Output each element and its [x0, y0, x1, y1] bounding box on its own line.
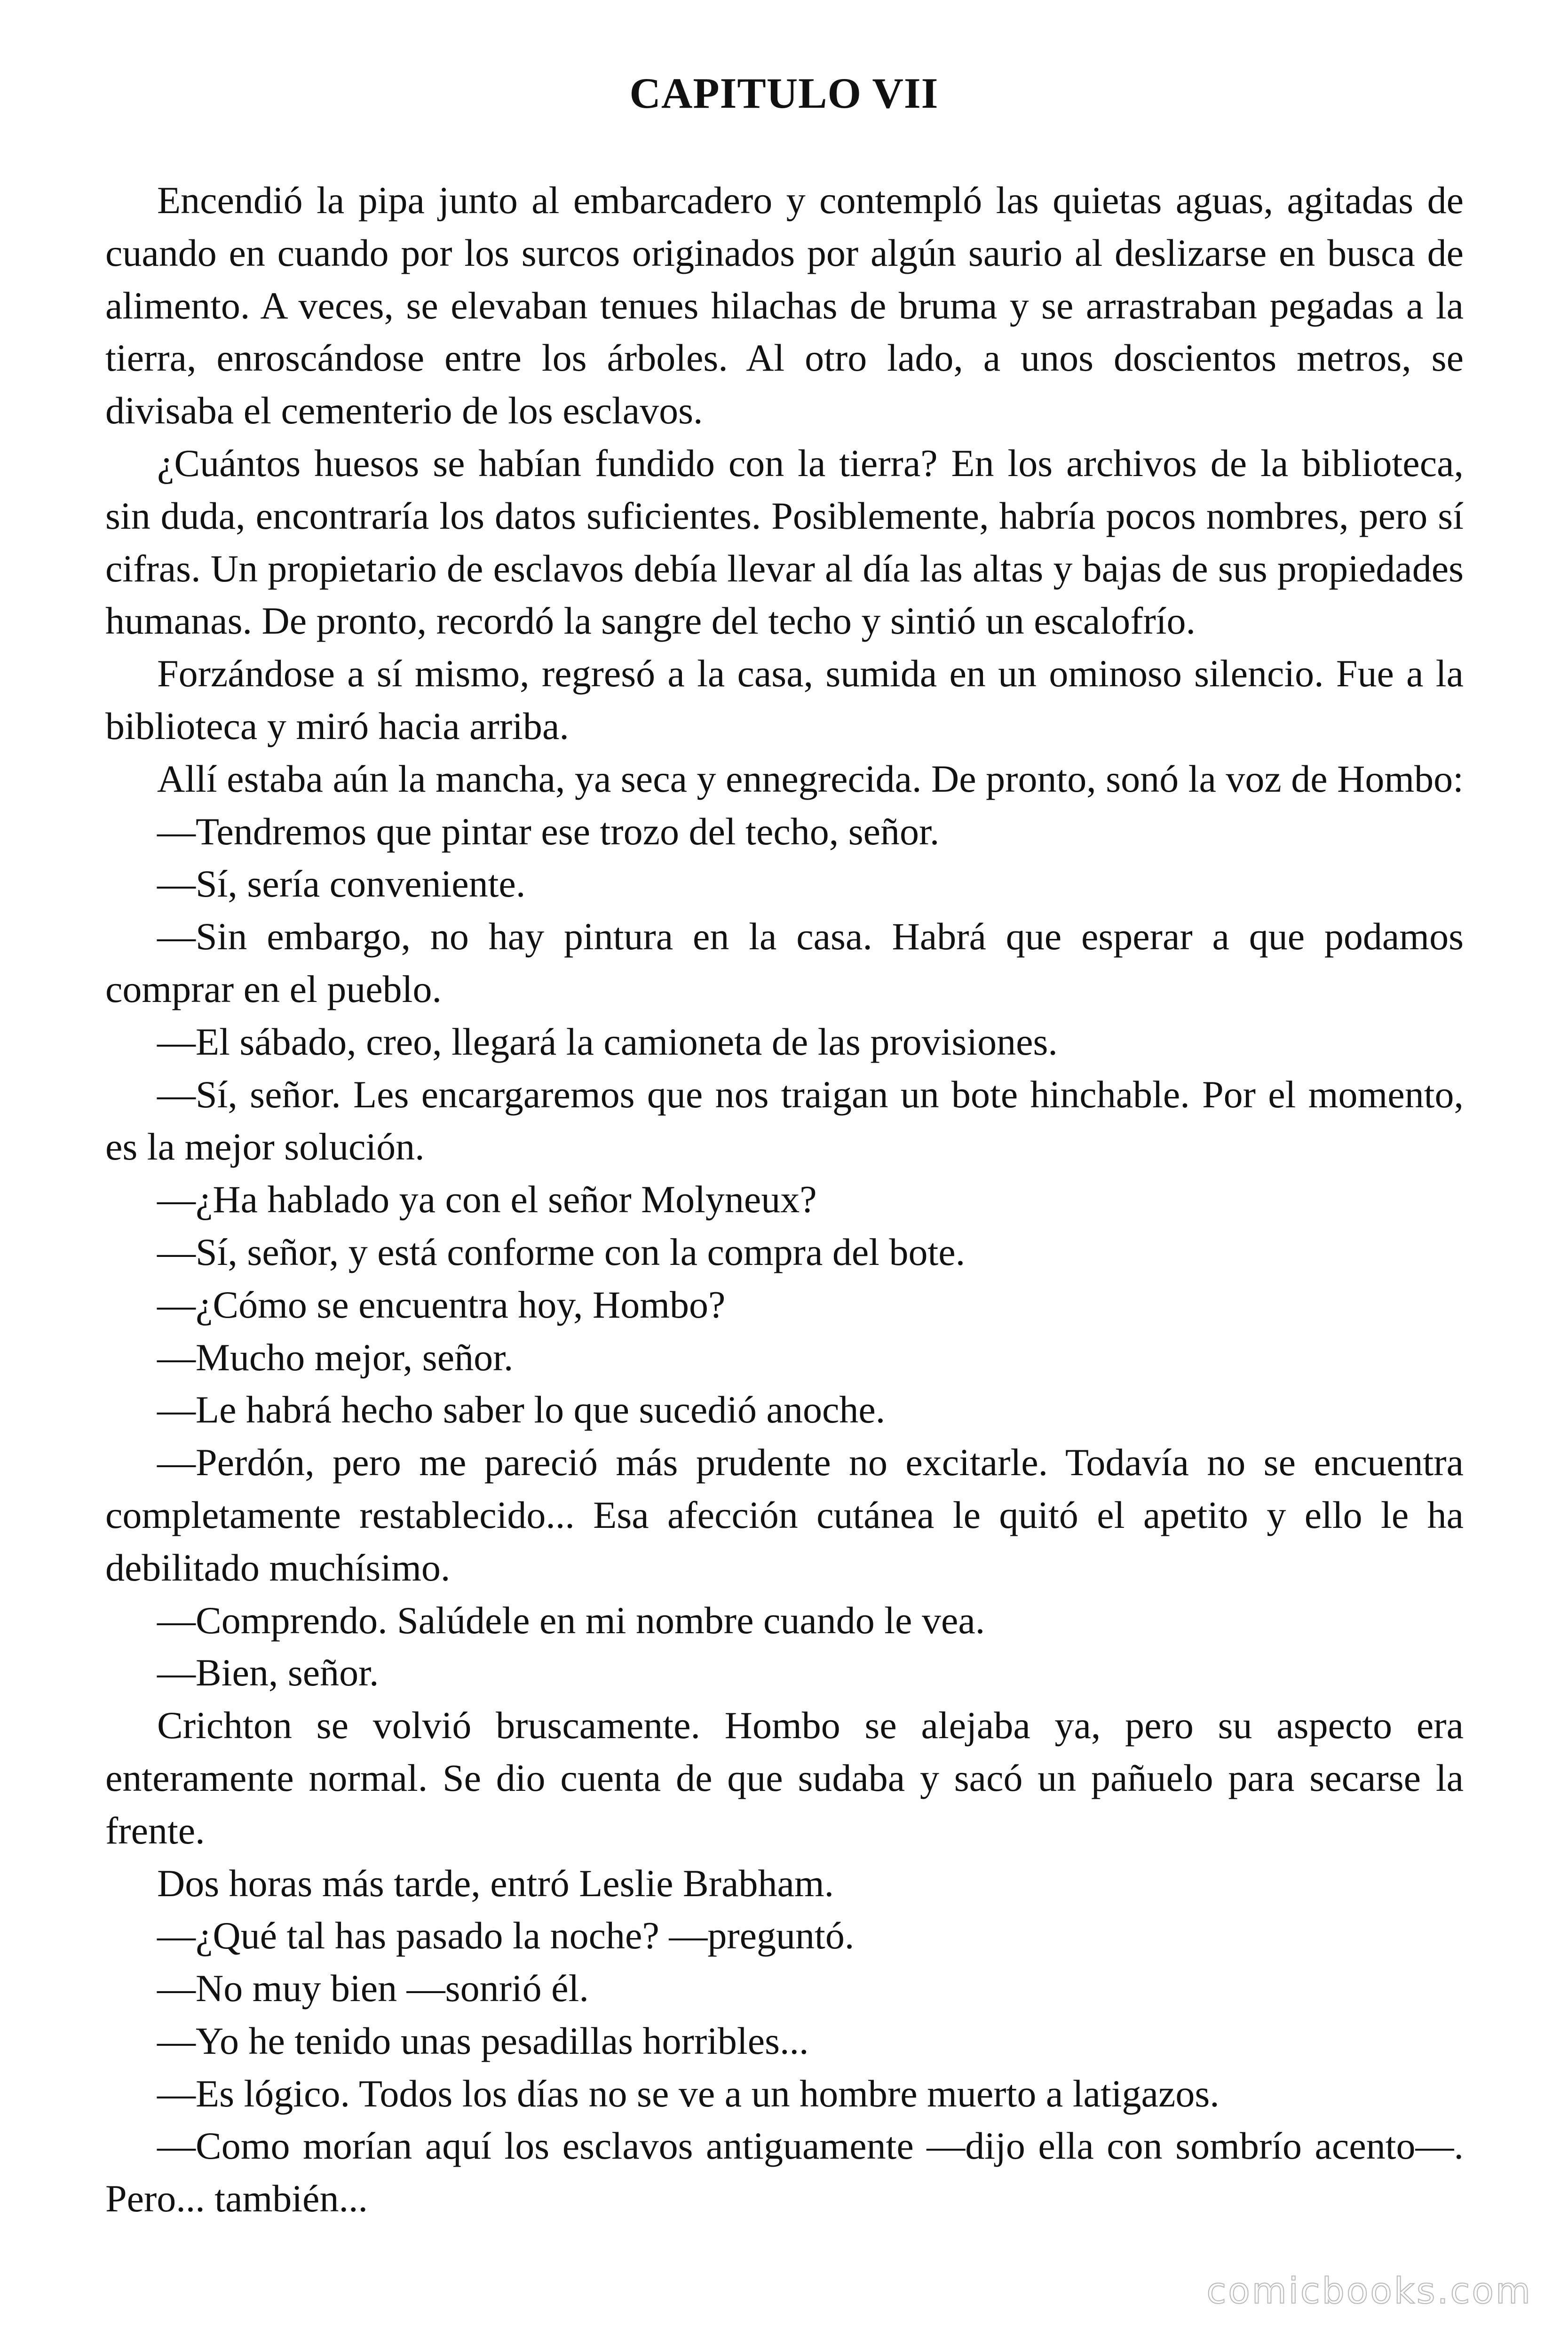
- dialogue-line: —Sí, sería conveniente.: [157, 862, 526, 906]
- chapter-body: [105, 174, 1464, 2225]
- paragraph: Dos horas más tarde, entró Leslie Brabham.: [157, 1861, 834, 1905]
- dialogue-line: —Es lógico. Todos los días no se ve a un hombre muerto a latigazos.: [157, 2072, 1220, 2115]
- paragraph: ¿Cuántos huesos se habían fundido con la tierra? En los archivos de la biblioteca, sin duda, encontraría los datos suficientes. Posiblemente, habría pocos nombres, pero sí cifras. Un propietario de esclavos debía llevar al día las altas y bajas de sus propiedades humanas. De pronto, recordó la sangre del techo y sintió un escalofrío.: [105, 441, 1464, 643]
- dialogue-line: —¿Ha hablado ya con el señor Molyneux?: [157, 1178, 817, 1221]
- dialogue-line: —Comprendo. Salúdele en mi nombre cuando le vea.: [157, 1598, 985, 1642]
- dialogue-line: —Mucho mejor, señor.: [157, 1335, 514, 1379]
- dialogue-line: —¿Cómo se encuentra hoy, Hombo?: [157, 1283, 726, 1326]
- dialogue-line: —Le habrá hecho saber lo que sucedió anoche.: [157, 1388, 886, 1431]
- dialogue-line: —Sin embargo, no hay pintura en la casa. Habrá que esperar a que podamos comprar en el pueblo.: [105, 915, 1464, 1010]
- watermark: comicbooks.com: [1206, 2270, 1532, 2312]
- dialogue-line: —El sábado, creo, llegará la camioneta de las provisiones.: [157, 1020, 1058, 1063]
- dialogue-line: —Como morían aquí los esclavos antiguamente —dijo ella con sombrío acento—. Pero... también...: [105, 2124, 1464, 2220]
- dialogue-line: —Yo he tenido unas pesadillas horribles...: [157, 2019, 809, 2062]
- paragraph: Crichton se volvió bruscamente. Hombo se alejaba ya, pero su aspecto era enteramente normal. Se dio cuenta de que sudaba y sacó un pañuelo para secarse la frente.: [105, 1704, 1464, 1852]
- dialogue-line: —Perdón, pero me pareció más prudente no excitarle. Todavía no se encuentra completamente restablecido... Esa afección cutánea le quitó el apetito y ello le ha debilitado muchísimo.: [105, 1441, 1464, 1589]
- dialogue-line: —¿Qué tal has pasado la noche? —preguntó.: [157, 1914, 855, 1957]
- dialogue-line: —Bien, señor.: [157, 1651, 379, 1694]
- paragraph: Allí estaba aún la mancha, ya seca y ennegrecida. De pronto, sonó la voz de Hombo:: [157, 757, 1464, 800]
- paragraph: Forzándose a sí mismo, regresó a la casa, sumida en un ominoso silencio. Fue a la biblioteca y miró hacia arriba.: [105, 652, 1464, 747]
- chapter-title: CAPITULO VII: [629, 69, 939, 117]
- dialogue-line: —Sí, señor. Les encargaremos que nos traigan un bote hinchable. Por el momento, es la mejor solución.: [105, 1073, 1464, 1168]
- paragraph: Encendió la pipa junto al embarcadero y contempló las quietas aguas, agitadas de cuando en cuando por los surcos originados por algún saurio al deslizarse en busca de alimento. A veces, se elevaban tenues hilachas de bruma y se arrastraban pegadas a la tierra, enroscándose entre los árboles. Al otro lado, a unos doscientos metros, se divisaba el cementerio de los esclavos.: [105, 179, 1464, 432]
- dialogue-line: —No muy bien —sonrió él.: [157, 1967, 589, 2010]
- dialogue-line: —Tendremos que pintar ese trozo del techo, señor.: [157, 810, 940, 853]
- dialogue-line: —Sí, señor, y está conforme con la compra del bote.: [157, 1230, 966, 1273]
